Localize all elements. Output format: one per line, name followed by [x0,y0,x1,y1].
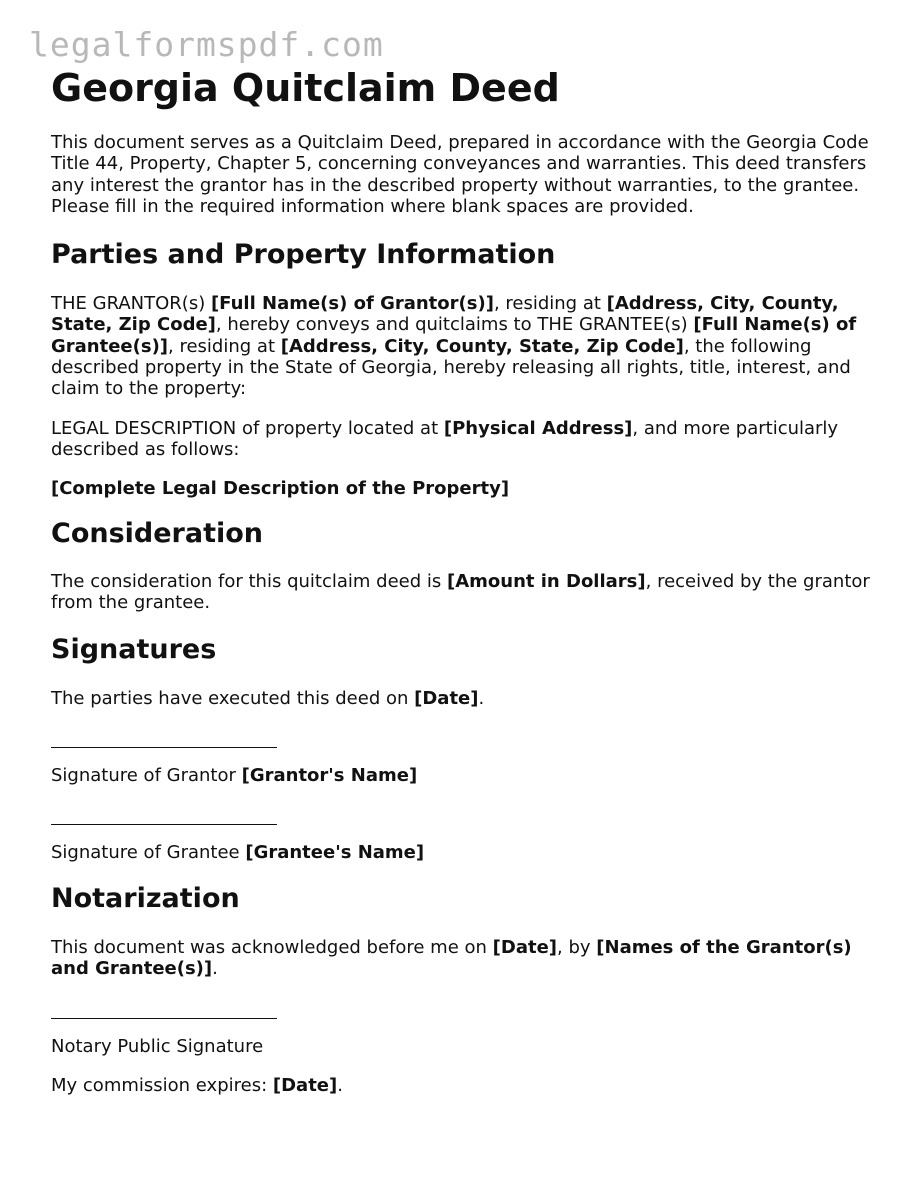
parties-paragraph [51,293,881,399]
grantee-name-placeholder: [Grantee's Name] [245,841,425,863]
text: , by [557,937,597,959]
notary-signature-line [51,1018,277,1019]
text: , residing at [168,335,281,357]
commission-paragraph [51,1075,881,1096]
text: The consideration for this quitclaim deed is [51,570,447,592]
acknowledgment-date-field: [Date] [492,937,558,959]
text: , received by the grantor from the grantee. [51,570,870,613]
text: LEGAL DESCRIPTION of property located at [51,417,444,439]
watermark: legalformspdf.com [29,25,384,64]
grantor-signature-line [51,747,277,748]
text: . [337,1074,343,1096]
grantee-address-field: [Address, City, County, State, Zip Code] [280,335,684,357]
grantor-address-field: [Address, City, County, State, Zip Code] [51,293,839,336]
legal-description-field: [Complete Legal Description of the Property] [51,478,510,500]
amount-field: [Amount in Dollars] [446,570,646,592]
text: , hereby conveys and quitclaims to THE GRANTEE(s) [215,314,694,336]
executed-paragraph [51,688,881,709]
document-title: Georgia Quitclaim Deed [51,66,560,110]
text: Signature of Grantor [51,765,242,787]
consideration-paragraph [51,571,881,614]
consideration-heading: Consideration [51,517,264,549]
grantee-signature-label [51,842,881,863]
party-names-field: [Names of the Grantor(s) and Grantee(s)] [51,937,852,980]
text: . [212,958,218,980]
acknowledgment-paragraph [51,937,881,980]
notarization-heading: Notarization [51,883,240,915]
execution-date-field: [Date] [414,688,479,710]
grantee-name-field: [Full Name(s) of Grantee(s)] [51,314,857,357]
grantee-signature-line [51,824,277,825]
physical-address-field: [Physical Address] [443,417,633,439]
commission-date-field: [Date] [272,1074,338,1096]
text: Signature of Grantee [51,841,246,863]
parties-heading: Parties and Property Information [51,239,556,271]
text: THE GRANTOR(s) [51,293,211,315]
document-body [51,66,881,1096]
text: , and more particularly described as follows: [51,417,839,460]
notary-signature-label: Notary Public Signature [51,1035,264,1057]
text: , the following described property in the State of Georgia, hereby releasing all rights, title, interest, and claim to the property: [51,335,851,400]
complete-legal-description [51,478,881,499]
text: This document was acknowledged before me on [51,937,493,959]
grantor-name-placeholder: [Grantor's Name] [241,765,418,787]
grantor-name-field: [Full Name(s) of Grantor(s)] [210,293,494,315]
text: The parties have executed this deed on [51,688,415,710]
intro-paragraph: This document serves as a Quitclaim Deed, prepared in accordance with the Georgia Code Title 44, Property, Chapter 5, concerning conveyances and warranties. This deed transfers any interest the grantor has in the described property without warranties, to the grantee. Please fill in the required information where blank spaces are provided. [51,132,869,217]
text: . [478,688,485,710]
text: , residing at [493,293,607,315]
legal-description-paragraph [51,418,881,461]
text: My commission expires: [51,1074,273,1096]
signatures-heading: Signatures [51,634,217,666]
grantor-signature-label [51,765,881,786]
